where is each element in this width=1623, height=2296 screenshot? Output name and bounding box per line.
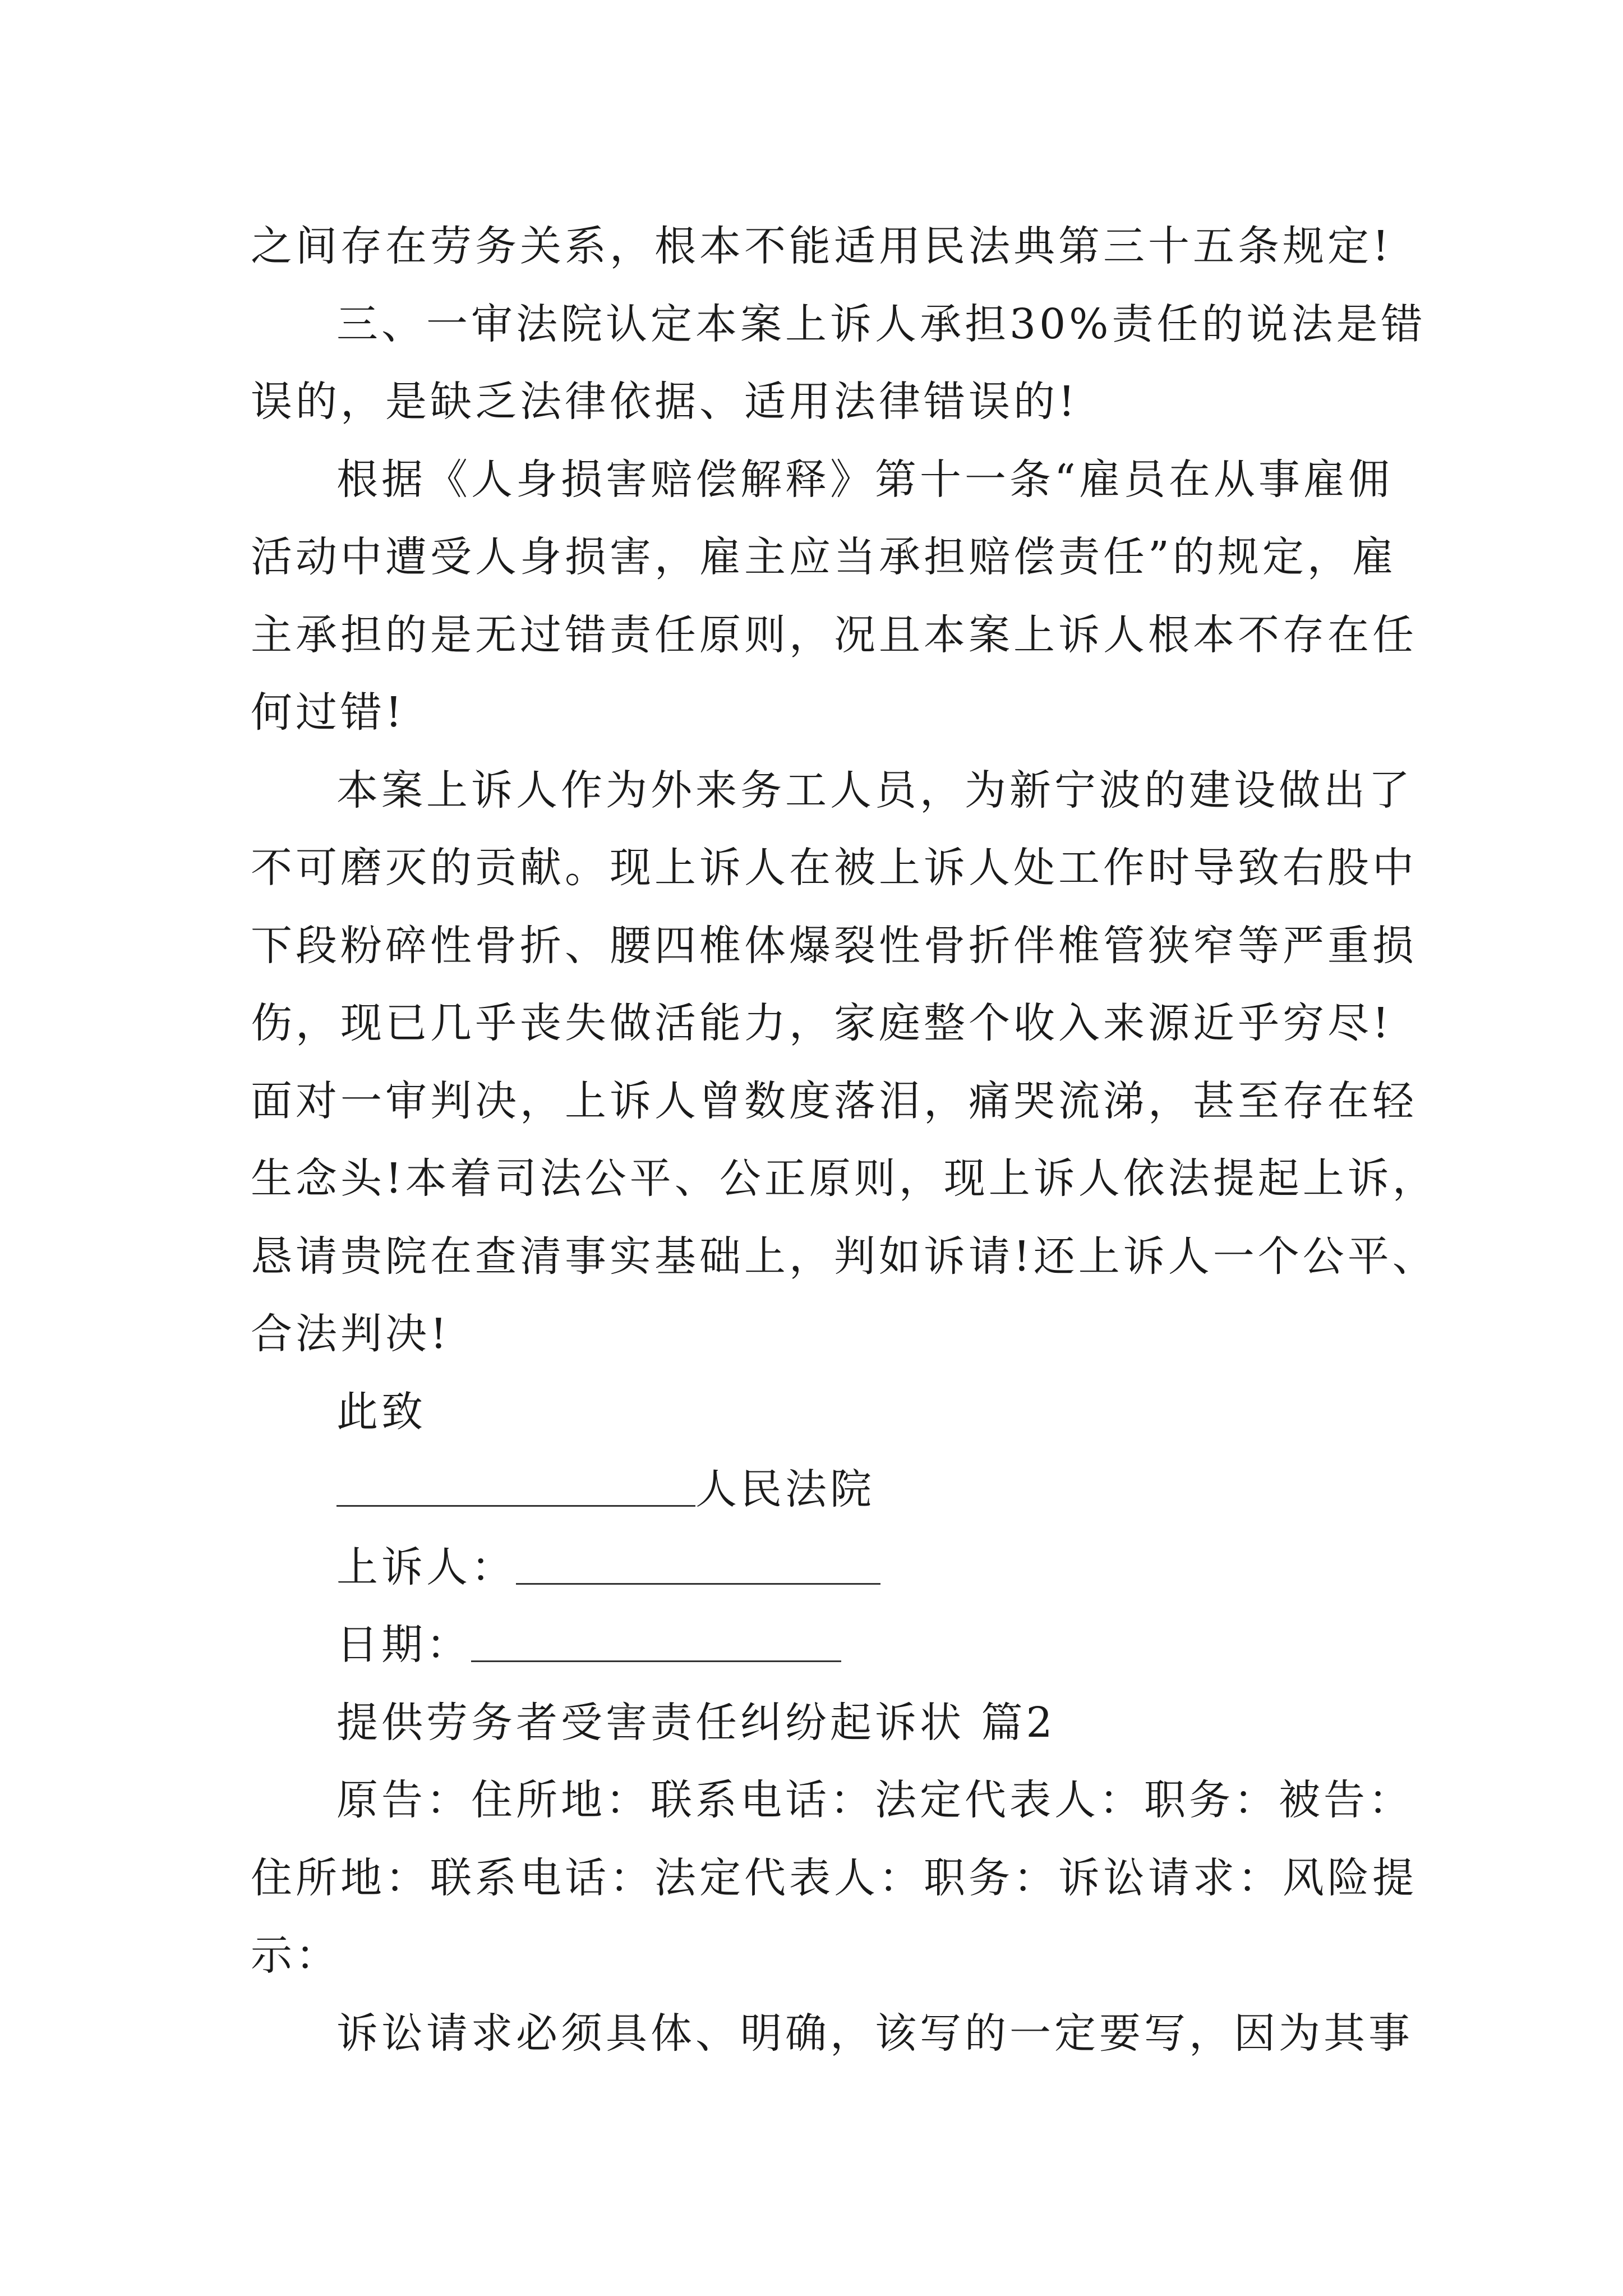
paragraph-line: 合法判决! [251,1310,450,1358]
paragraph-line: 诉讼请求必须具体、明确，该写的一定要写，因为其事 [336,2009,1413,2058]
paragraph-line: 生念头!本着司法公平、公正原则，现上诉人依法提起上诉， [251,1154,1437,1203]
section-title: 提供劳务者受害责任纠纷起诉状 篇2 [336,1698,1056,1747]
court-name-blank[interactable] [336,1464,695,1507]
paragraph-line: 三、一审法院认定本案上诉人承担30%责任的说法是错 [336,300,1426,348]
date-label: 日期： [336,1621,471,1669]
paragraph-line: 伤，现已几乎丧失做活能力，家庭整个收入来源近乎穷尽! [251,999,1393,1047]
appellant-label: 上诉人： [336,1543,516,1591]
paragraph-line: 主承担的是无过错责任原则，况且本案上诉人根本不存在任 [251,610,1417,659]
salutation-line: 此致 [336,1387,426,1436]
paragraph-line: 活动中遭受人身损害，雇主应当承担赔偿责任”的规定，雇 [251,533,1397,581]
paragraph-line: 下段粉碎性骨折、腰四椎体爆裂性骨折伴椎管狭窄等严重损 [251,921,1417,970]
paragraph-line: 误的，是缺乏法律依据、适用法律错误的! [251,378,1078,426]
paragraph-line: 住所地：联系电话：法定代表人：职务：诉讼请求：风险提 [251,1853,1417,1902]
court-line [251,1451,1372,1529]
paragraph-line: 示： [251,1931,340,1980]
paragraph-line: 之间存在劳务关系，根本不能适用民法典第三十五条规定! [251,222,1393,270]
paragraph-line: 根据《人身损害赔偿解释》第十一条“雇员在从事雇佣 [336,455,1393,504]
date-line [251,1606,1372,1684]
paragraph-line: 何过错! [251,688,405,737]
paragraph-line: 原告：住所地：联系电话：法定代表人：职务：被告： [336,1776,1413,1824]
paragraph-line: 面对一审判决，上诉人曾数度落泪，痛哭流涕，甚至存在轻 [251,1076,1417,1125]
paragraph-line: 本案上诉人作为外来务工人员，为新宁波的建设做出了 [336,766,1413,815]
paragraph-line: 不可磨灭的贡献。现上诉人在被上诉人处工作时导致右股中 [251,844,1417,892]
court-suffix: 人民法院 [695,1465,875,1513]
date-blank[interactable] [471,1619,841,1662]
appellant-line [251,1529,1372,1607]
appellant-blank[interactable] [516,1542,880,1585]
document-body [251,208,1437,2072]
paragraph-line: 恳请贵院在查清事实基础上，判如诉请!还上诉人一个公平、 [251,1232,1437,1281]
